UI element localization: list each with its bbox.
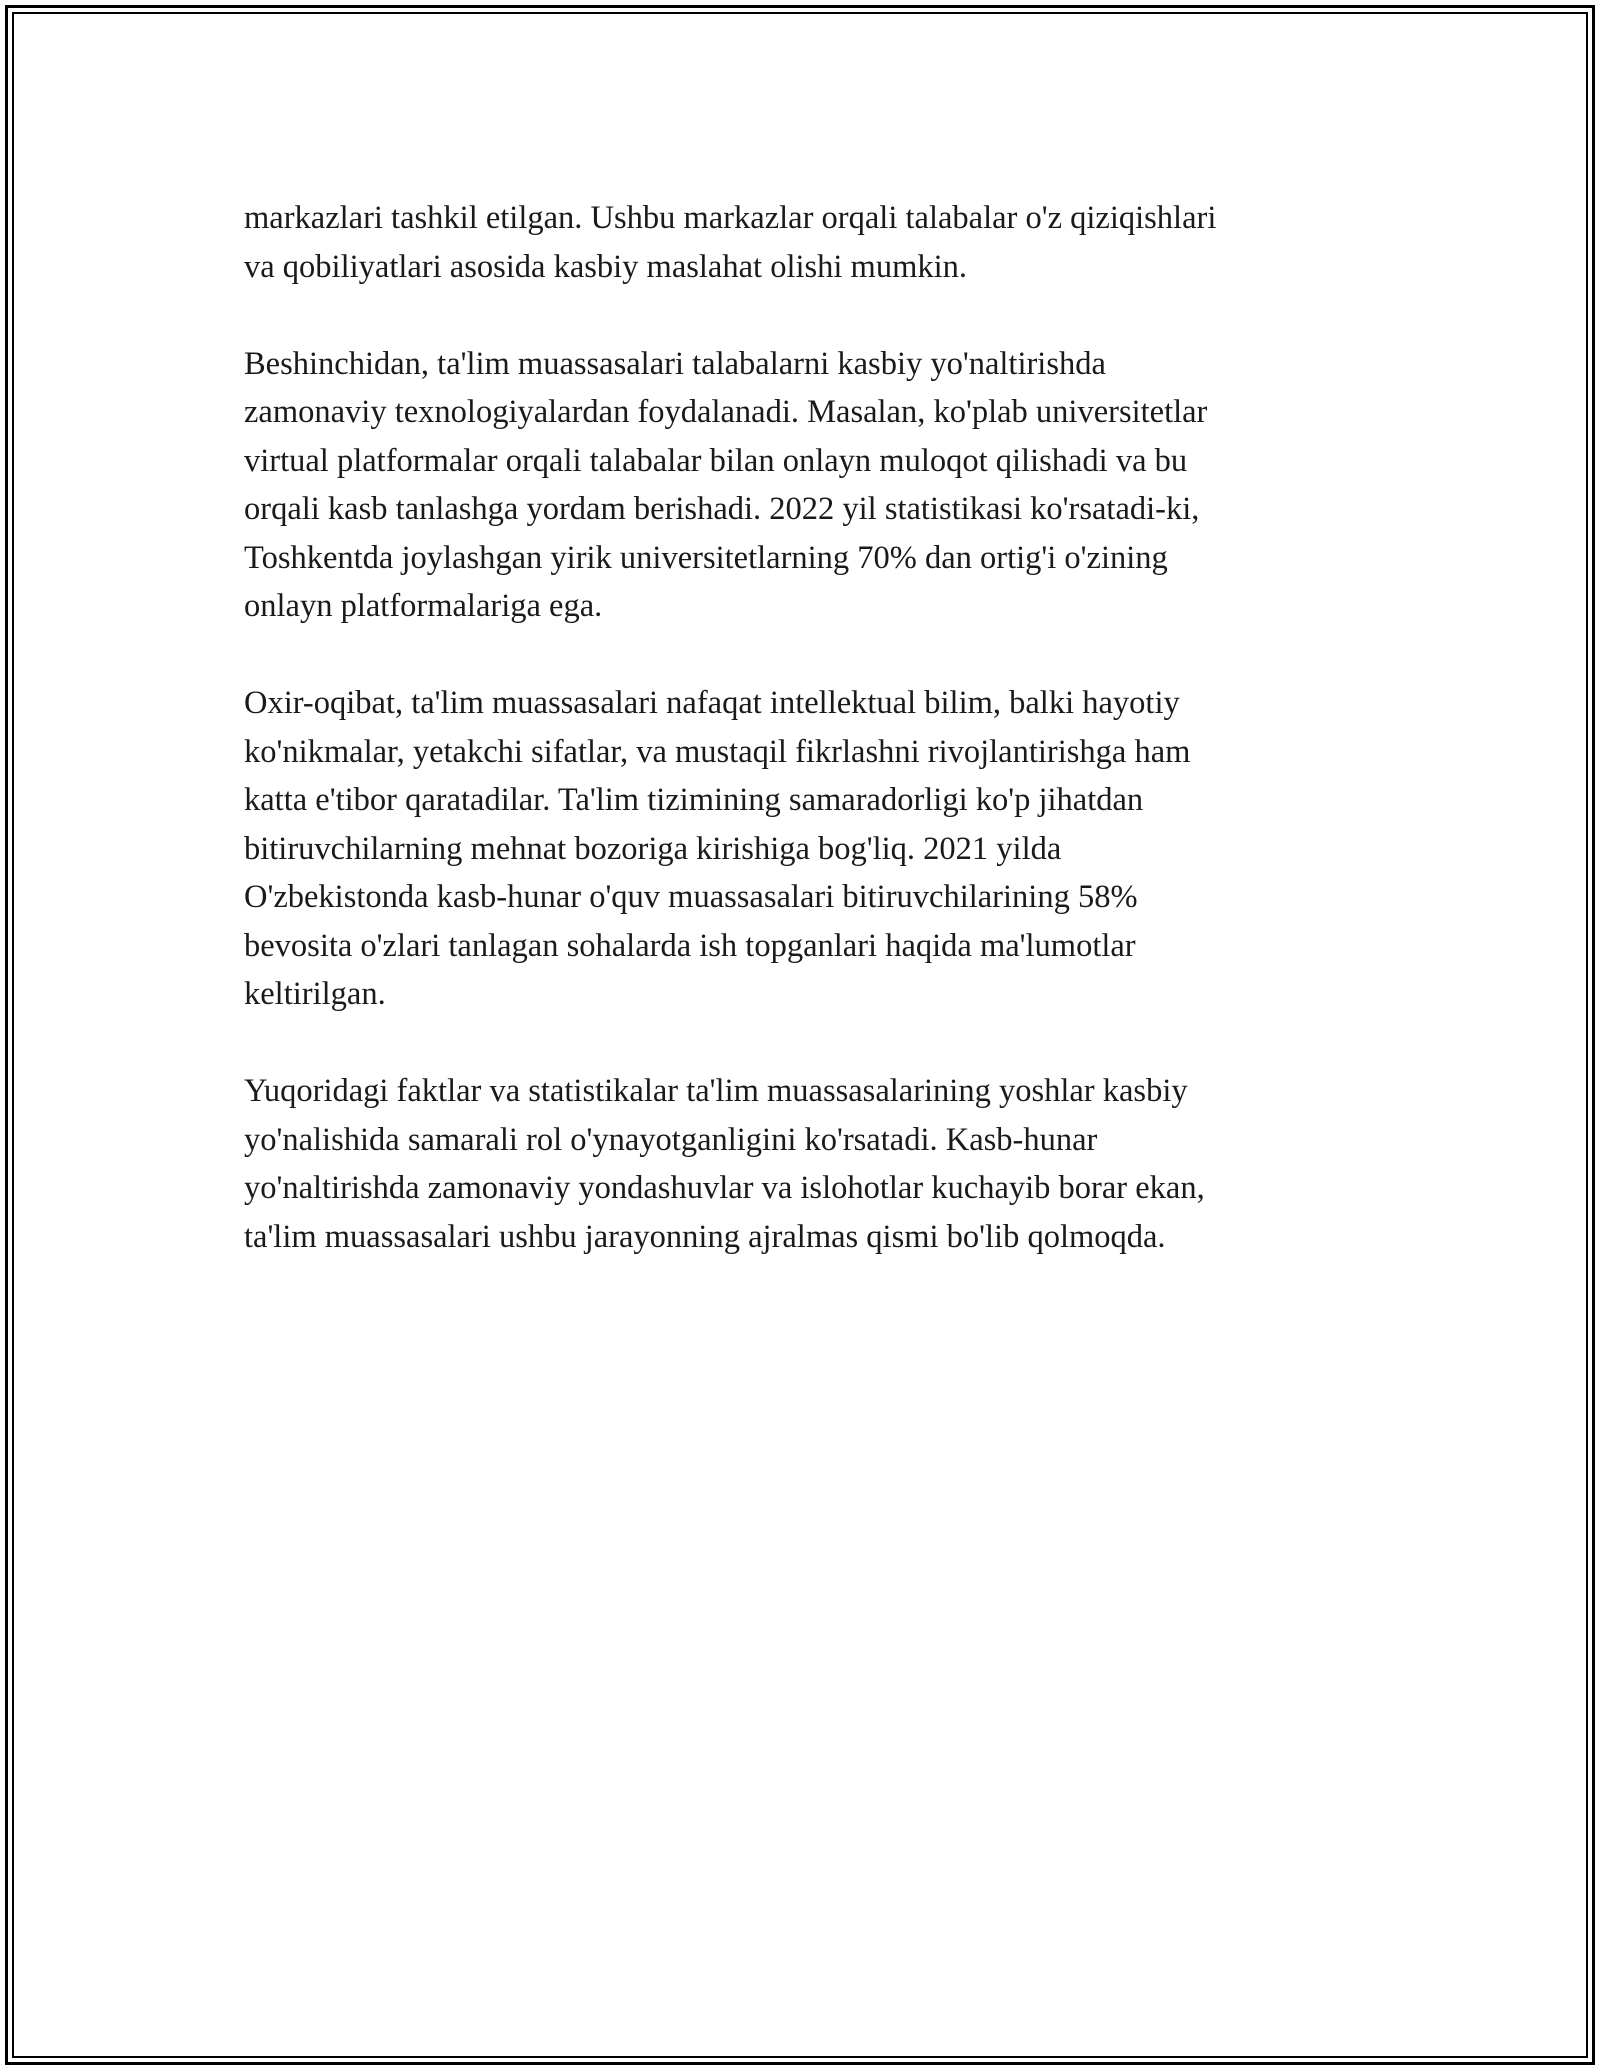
page-frame [5, 5, 1595, 2065]
paragraph-1: markazlari tashkil etilgan. Ushbu markazlar orqali talabalar o'z qiziqishlari va qobiliyatlari asosida kasbiy maslahat olishi mumkin. [244, 200, 1217, 285]
paragraph-2: Beshinchidan, ta'lim muassasalari talabalarni kasbiy yo'naltirishda zamonaviy texnologiyalardan foydalanadi. Masalan, ko'plab universitetlar virtual platformalar orqali talabalar bilan onlayn muloqot qilishadi va bu orqali kasb tanlashga yordam berishadi. 2022 yil statistikasi ko'rsatadi-ki, Toshkentda joylashgan yirik universitetlarning 70% dan ortig'i o'zining onlayn platformalariga ega. [244, 345, 1208, 624]
page-body [244, 194, 1364, 1310]
paragraph-4: Yuqoridagi faktlar va statistikalar ta'lim muassasalarining yoshlar kasbiy yo'nalishida samarali rol o'ynayotganligini ko'rsatadi. Kasb-hunar yo'naltirishda zamonaviy yondashuvlar va islohotlar kuchayib borar ekan, ta'lim muassasalari ushbu jarayonning ajralmas qismi bo'lib qolmoqda. [244, 1073, 1205, 1255]
paragraph-3: Oxir-oqibat, ta'lim muassasalari nafaqat intellektual bilim, balki hayotiy ko'nikmalar, yetakchi sifatlar, va mustaqil fikrlashni rivojlantirishga ham katta e'tibor qaratadilar. Ta'lim tizimining samaradorligi ko'p jihatdan bitiruvchilarning mehnat bozoriga kirishiga bog'liq. 2021 yilda O'zbekistonda kasb-hunar o'quv muassasalari bitiruvchilarining 58% bevosita o'zlari tanlagan sohalarda ish topganlari haqida ma'lumotlar keltirilgan. [244, 685, 1191, 1012]
